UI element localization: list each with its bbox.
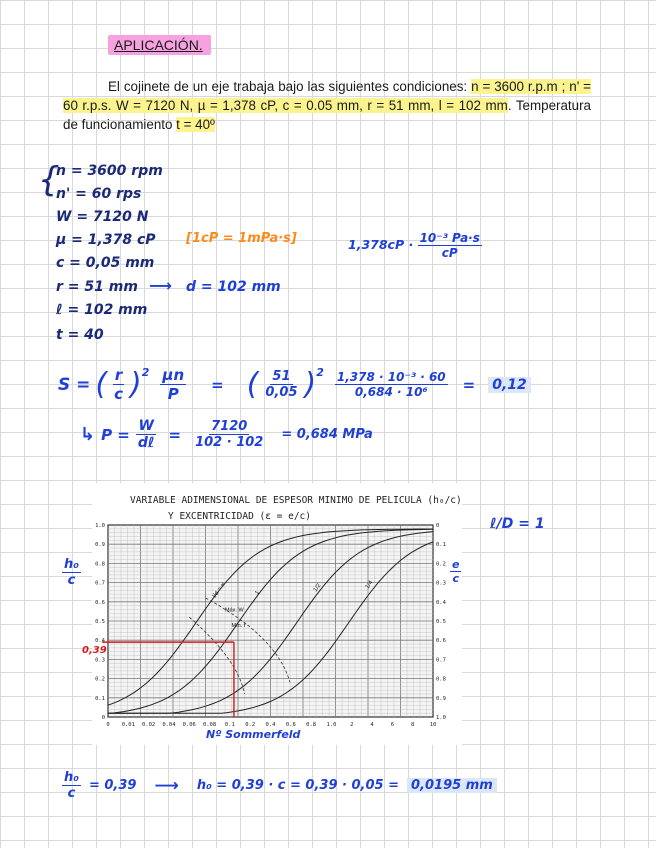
mu-conv-fraction: [418, 231, 482, 260]
somm-mu-n-over-p: [160, 366, 186, 403]
series-label: l/d = ∞: [211, 581, 227, 600]
somm-big-fraction: [335, 370, 448, 399]
marker-label: 0,39: [82, 645, 107, 656]
paren2-close: ): [304, 367, 317, 402]
series-label: 1/4: [364, 579, 375, 591]
y-tick-right: 0.9: [436, 695, 446, 702]
mu-conv-prefix: 1,378cP ·: [348, 237, 414, 252]
y-tick-right: 0.4: [436, 599, 446, 606]
x-tick-label: 0.01: [121, 722, 135, 728]
pressure-eq: =: [168, 425, 182, 444]
y-tick-right: 1.0: [436, 715, 446, 721]
somm-mu-n: µn: [162, 366, 185, 384]
problem-conditions: n = 3600 r.p.m ; n' = 60 r.p.s. W = 7120 N, µ = 1,378 cP, c = 0.05 mm, r = 51 mm, l = 102 mm: [63, 79, 592, 113]
problem-intro: El cojinete de un eje trabaja bajo las siguientes condiciones:: [108, 79, 472, 94]
y-tick-right: 0.5: [436, 619, 446, 625]
somm-lhs: S =: [58, 374, 91, 395]
y-tick-left: 0.2: [95, 676, 105, 683]
chart-subtitle: Y EXCENTRICIDAD (ε = e/c): [168, 511, 311, 522]
pressure-w-over-dl: [136, 418, 157, 451]
x-tick-label: 0: [106, 722, 110, 728]
series-label: 1: [254, 589, 262, 597]
final-h0: h₀: [64, 770, 79, 785]
x-tick-label: 10: [429, 722, 437, 728]
title-badge: APLICACIÓN.: [108, 35, 211, 55]
sommerfeld-equation: [58, 366, 531, 403]
pressure-dl: dℓ: [137, 435, 155, 451]
y-tick-left: 0.5: [95, 619, 105, 625]
given-t: t = 40: [56, 327, 104, 343]
x-tick-label: 1.0: [326, 722, 337, 728]
somm-eq2: =: [462, 375, 476, 394]
unit-note: [1cP = 1mPa·s]: [186, 231, 297, 246]
final-c: c: [67, 786, 76, 801]
pressure-result: = 0,684 MPa: [281, 427, 373, 442]
given-r: r = 51 mm: [56, 279, 138, 295]
x-tick-label: 0.1: [224, 722, 235, 728]
somm-big-num: 1,378 · 10⁻³ · 60: [336, 370, 446, 384]
ld-note: ℓ/D = 1: [490, 516, 545, 532]
final-arrow: ⟶: [154, 775, 179, 796]
sommerfeld-xlabel: Nº Sommerfeld: [206, 728, 301, 741]
y-tick-left: 0.9: [95, 542, 105, 549]
final-result: 0,0195 mm: [407, 778, 497, 793]
pressure-lhs: P =: [101, 425, 130, 444]
y-tick-right: 0.3: [436, 580, 446, 587]
problem-statement: [63, 77, 591, 134]
region-label: Máx. W: [225, 607, 244, 614]
final-equation: [62, 770, 497, 801]
x-tick-label: 0.6: [285, 722, 296, 728]
x-tick-label: 0.8: [306, 722, 317, 728]
given-W: W = 7120 N: [56, 209, 149, 225]
given-n-prime: n' = 60 rps: [56, 186, 142, 202]
problem-temperature: t = 40º: [176, 117, 215, 132]
somm-eq: =: [211, 375, 224, 394]
somm-result: 0,12: [488, 377, 531, 393]
given-c: c = 0,05 mm: [56, 255, 155, 271]
x-tick-label: 2: [350, 722, 354, 728]
brace-icon: {: [38, 160, 60, 200]
somm-big-den: 0,684 · 10⁶: [354, 385, 428, 399]
x-tick-label: 0.2: [245, 722, 256, 728]
arrow-r-d: ⟶: [149, 276, 172, 295]
sommerfeld-chart: [92, 483, 462, 745]
somm-p: P: [167, 385, 179, 403]
y-tick-left: 0.4: [95, 638, 105, 645]
y-tick-left: 0.1: [95, 695, 105, 702]
final-rest: h₀ = 0,39 · c = 0,39 · 0,05 =: [196, 778, 399, 793]
given-d: d = 102 mm: [186, 279, 281, 295]
mu-conversion: [348, 231, 482, 260]
y-tick-left: 0: [101, 715, 105, 721]
given-mu: µ = 1,378 cP: [56, 232, 156, 248]
final-h0-over-c: [62, 770, 81, 801]
x-tick-label: 0.08: [202, 722, 217, 728]
x-tick-label: 0.02: [142, 722, 156, 728]
y-tick-left: 0.8: [95, 561, 105, 568]
given-n: n = 3600 rpm: [56, 163, 163, 179]
y-tick-right: 0: [436, 523, 440, 529]
somm-005: 0,05: [265, 385, 298, 400]
chart-left-label: [62, 557, 81, 588]
x-tick-label: 0.4: [265, 722, 276, 728]
series-label: 1/2: [312, 582, 323, 594]
y-tick-left: 0.6: [95, 599, 105, 606]
y-tick-left: 0.3: [95, 657, 105, 664]
chart-panel: [92, 483, 462, 745]
paren-open: (: [95, 367, 108, 402]
pressure-w: W: [138, 418, 154, 434]
y-tick-right: 0.1: [436, 542, 446, 549]
given-l: ℓ = 102 mm: [56, 302, 148, 318]
y-tick-right: 0.6: [436, 638, 446, 645]
ylabel-left-fraction: $\frac{\text{h₀}}{c}$: [64, 557, 79, 588]
somm-r-over-c: [112, 366, 125, 403]
somm-51: 51: [272, 369, 291, 384]
y-tick-left: 1.0: [95, 523, 105, 529]
pressure-num-fraction: [193, 419, 265, 450]
paren2-open: (: [246, 367, 259, 402]
region-label: Mín. f: [231, 622, 246, 629]
somm-c: c: [114, 385, 124, 403]
chart-right-label: $\frac{e}{c}$: [452, 558, 460, 585]
x-tick-label: 6: [390, 722, 395, 728]
y-tick-right: 0.7: [436, 657, 446, 664]
somm-square-2: 2: [316, 366, 324, 379]
y-tick-right: 0.8: [436, 676, 446, 683]
x-tick-label: 0.06: [182, 722, 196, 728]
x-tick-label: 0.04: [162, 722, 176, 728]
y-tick-left: 0.7: [95, 580, 105, 587]
pressure-102x102: 102 · 102: [195, 435, 264, 450]
somm-51-over-005: [263, 369, 299, 400]
somm-square: 2: [141, 366, 150, 379]
mu-conv-den: cP: [441, 246, 458, 260]
x-tick-label: 4: [370, 722, 374, 728]
chart-title: VARIABLE ADIMENSIONAL DE ESPESOR MINIMO DE PELICULA (h₀/c): [130, 495, 462, 506]
final-eq: = 0,39: [88, 778, 137, 793]
pressure-equation: [80, 418, 373, 451]
section-title: [108, 37, 211, 55]
paren-close: ): [130, 367, 142, 402]
y-tick-right: 0.2: [436, 561, 446, 568]
somm-r: r: [114, 366, 123, 384]
problem-mid: . Temperatura de funcionamiento: [63, 98, 592, 132]
pressure-arrow: ↳: [80, 424, 96, 445]
x-tick-label: 8: [411, 722, 415, 728]
pressure-7120: 7120: [211, 419, 248, 434]
mu-conv-num: 10⁻³ Pa·s: [419, 231, 480, 245]
